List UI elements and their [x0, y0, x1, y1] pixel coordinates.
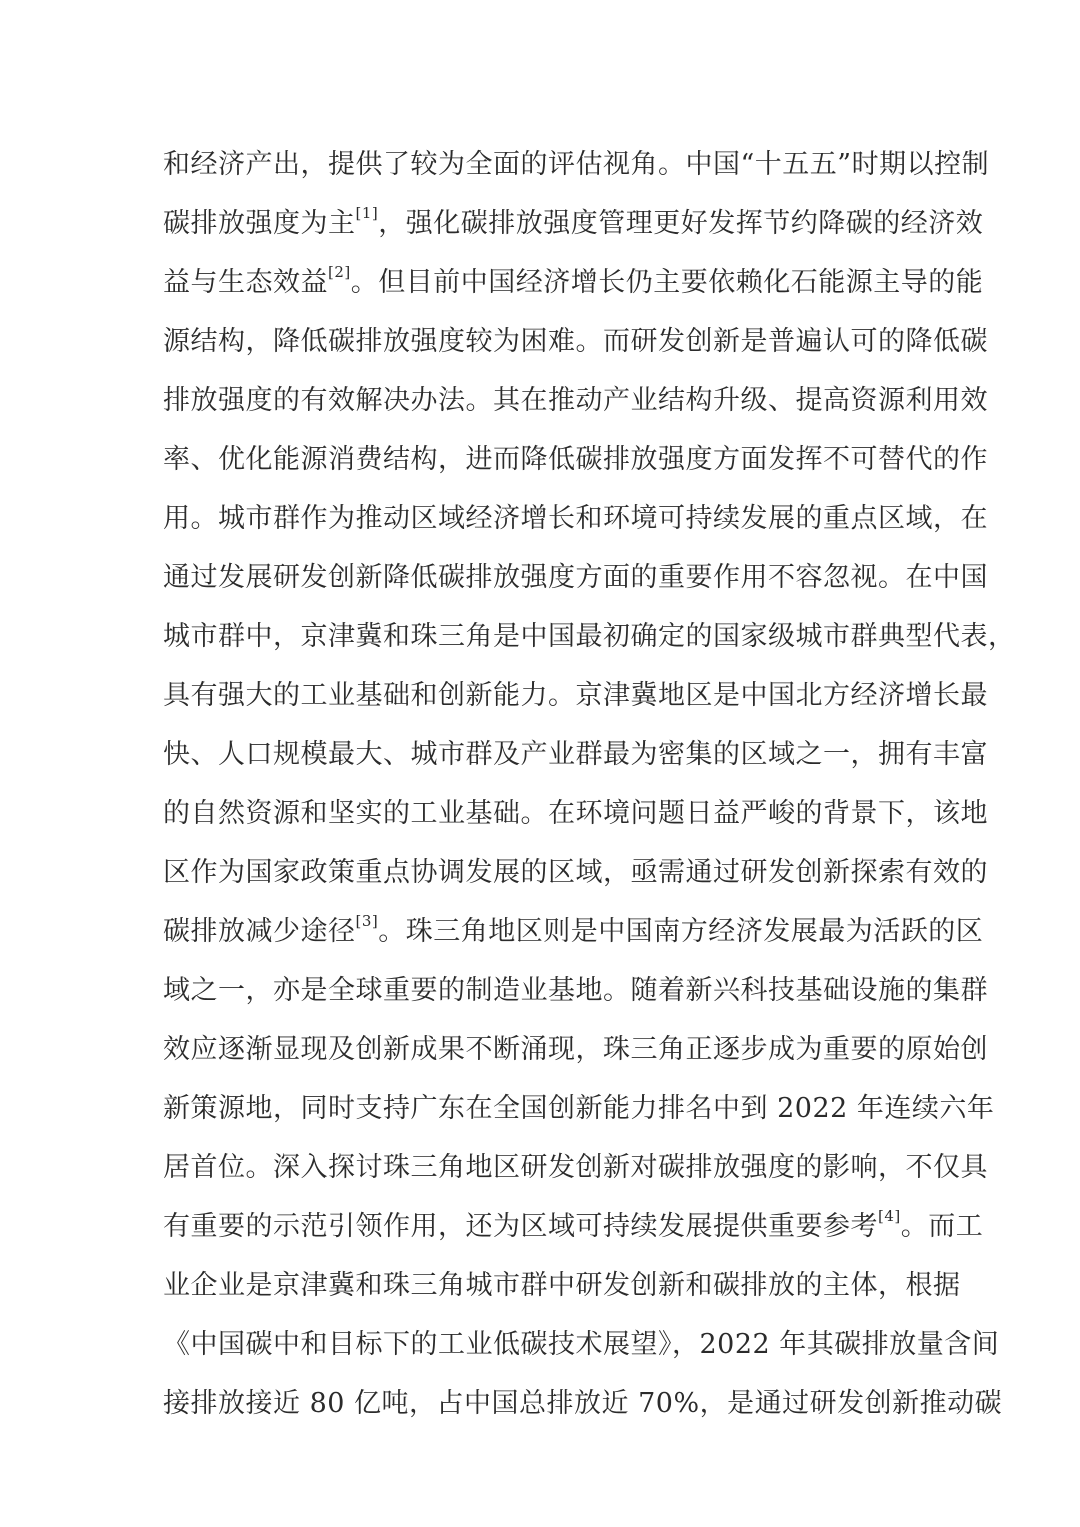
- text-line: [163, 371, 988, 430]
- text-run: 。而工: [900, 1211, 984, 1242]
- citation-ref: [2]: [328, 263, 351, 281]
- text-run: 有重要的示范引领作用，还为区域可持续发展提供重要参考: [163, 1211, 878, 1242]
- citation-ref: [3]: [355, 912, 379, 930]
- text-run: 具有强大的工业基础和创新能力。京津冀地区是中国北方经济增长最: [163, 680, 988, 711]
- text-run: 碳排放减少途径: [163, 916, 356, 947]
- text-line: [163, 1315, 1000, 1374]
- text-run: 源结构，降低碳排放强度较为困难。而研发创新是普遍认可的降低碳: [163, 326, 988, 357]
- text-line: [163, 1256, 961, 1315]
- text-run: 。但目前中国经济增长仍主要依赖化石能源主导的能: [350, 267, 984, 298]
- text-run: 城市群中，京津冀和珠三角是中国最初确定的国家级城市群典型代表，: [163, 621, 1016, 652]
- text-line: [163, 784, 988, 843]
- text-line: [163, 253, 984, 312]
- text-line: [163, 1020, 988, 1079]
- text-run: 居首位。深入探讨珠三角地区研发创新对碳排放强度的影响，不仅具: [163, 1152, 988, 1183]
- text-run: 排放强度的有效解决办法。其在推动产业结构升级、提高资源利用效: [163, 385, 988, 416]
- text-run: 的自然资源和坚实的工业基础。在环境问题日益严峻的背景下，该地: [163, 798, 988, 829]
- text-line: [163, 548, 988, 607]
- text-line: [163, 1374, 1003, 1433]
- text-run: 益与生态效益: [163, 267, 328, 298]
- text-run: 业企业是京津冀和珠三角城市群中研发创新和碳排放的主体，根据: [163, 1270, 961, 1301]
- text-run: 效应逐渐显现及创新成果不断涌现，珠三角正逐步成为重要的原始创: [163, 1034, 988, 1065]
- text-line: [163, 607, 1016, 666]
- text-run: 新策源地，同时支持广东在全国创新能力排名中到 2022 年连续六年: [163, 1093, 995, 1124]
- text-run: 接排放接近 80 亿吨，占中国总排放近 70%，是通过研发创新推动碳: [163, 1388, 1003, 1419]
- text-line: [163, 961, 988, 1020]
- text-line: [163, 725, 988, 784]
- text-run: 区作为国家政策重点协调发展的区域，亟需通过研发创新探索有效的: [163, 857, 988, 888]
- text-line: [163, 1197, 984, 1256]
- text-line: [163, 666, 988, 725]
- text-run: 域之一，亦是全球重要的制造业基地。随着新兴科技基础设施的集群: [163, 975, 988, 1006]
- citation-ref: [1]: [355, 204, 379, 222]
- text-run: 通过发展研发创新降低碳排放强度方面的重要作用不容忽视。在中国: [163, 562, 988, 593]
- text-run: 碳排放强度为主: [163, 208, 356, 239]
- text-line: [163, 312, 988, 371]
- text-line: [163, 1138, 988, 1197]
- body-paragraph: [163, 135, 1016, 1433]
- text-line: [163, 843, 988, 902]
- text-line: [163, 902, 984, 961]
- text-run: 率、优化能源消费结构，进而降低碳排放强度方面发挥不可替代的作: [163, 444, 988, 475]
- text-run: 用。城市群作为推动区域经济增长和环境可持续发展的重点区域，在: [163, 503, 988, 534]
- text-line: [163, 194, 984, 253]
- text-run: 快、人口规模最大、城市群及产业群最为密集的区域之一，拥有丰富: [163, 739, 988, 770]
- text-line: [163, 489, 988, 548]
- citation-ref: [4]: [878, 1207, 901, 1225]
- text-line: [163, 430, 988, 489]
- text-run: 和经济产出，提供了较为全面的评估视角。中国“十五五”时期以控制: [163, 149, 990, 180]
- text-run: 。珠三角地区则是中国南方经济发展最为活跃的区: [378, 916, 984, 947]
- text-run: ，强化碳排放强度管理更好发挥节约降碳的经济效: [378, 208, 984, 239]
- text-run: 《中国碳中和目标下的工业低碳技术展望》，2022 年其碳排放量含间: [163, 1329, 1000, 1360]
- text-line: [163, 1079, 995, 1138]
- text-line: [163, 135, 990, 194]
